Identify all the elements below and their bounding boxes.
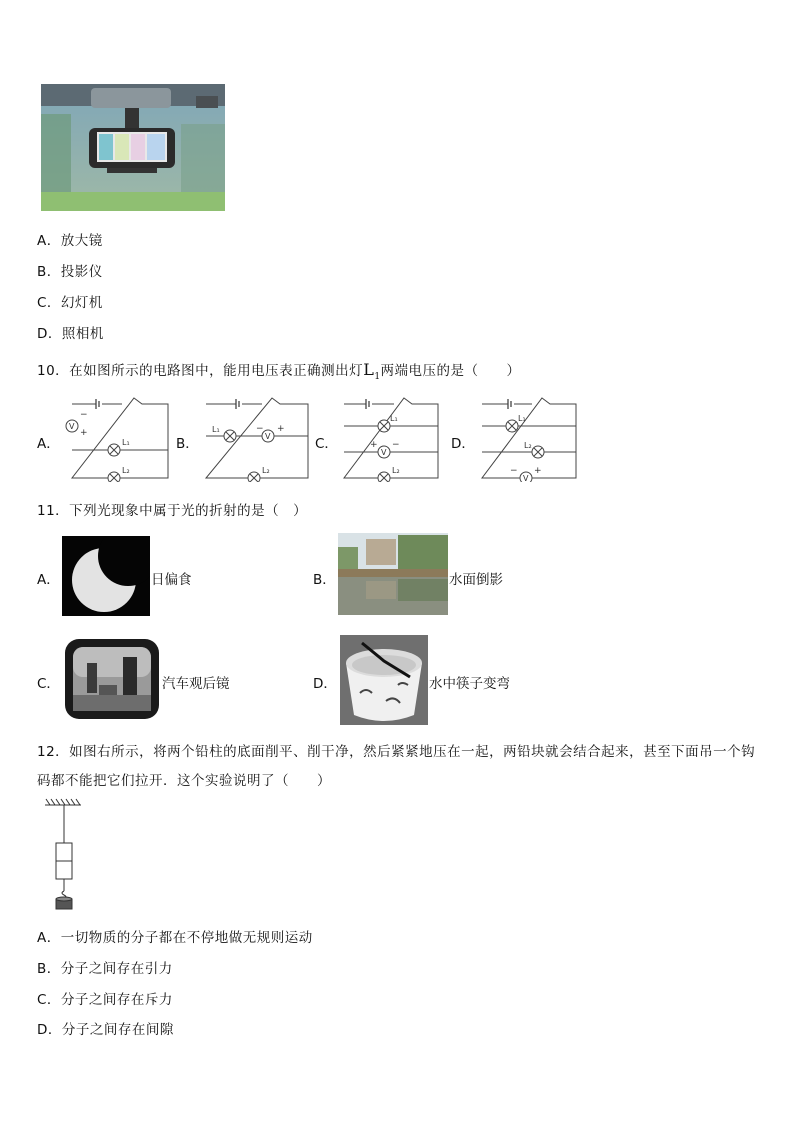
q12-stem-line1: 12．如图右所示，将两个铅柱的底面削平、削干净，然后紧紧地压在一起，两铅块就会结合起来，甚至下面吊一个钩 <box>37 744 756 760</box>
q10-choice-d-letter: D． <box>451 436 475 452</box>
q12-stem-line2: 码都不能把它们拉开．这个实验说明了（ ） <box>37 773 331 789</box>
q11-option-b-letter: B． <box>313 572 336 588</box>
q9-option-a: A．放大镜 <box>37 233 103 249</box>
svg-text:L₂: L₂ <box>122 466 130 475</box>
q11-option-d-caption: 水中筷子变弯 <box>429 676 510 692</box>
svg-text:L₁: L₁ <box>390 414 398 423</box>
svg-text:V: V <box>381 448 387 457</box>
svg-text:−: − <box>256 424 264 434</box>
svg-text:V: V <box>523 474 529 482</box>
svg-text:L₁: L₁ <box>212 425 220 434</box>
q9-option-b: B．投影仪 <box>37 264 103 280</box>
svg-text:L₂: L₂ <box>524 441 532 450</box>
dashcam-photo <box>41 84 225 211</box>
circuit-diagram-c <box>340 396 444 486</box>
q9-option-d: D．照相机 <box>37 326 104 342</box>
lead-cylinders-diagram <box>40 797 90 917</box>
q9-option-c: C．幻灯机 <box>37 295 103 311</box>
q11-option-c-caption: 汽车观后镜 <box>162 676 230 692</box>
solar-eclipse-photo <box>62 536 150 616</box>
q10-choice-c-letter: C． <box>315 436 338 452</box>
car-mirror-photo <box>63 637 161 721</box>
svg-text:L₂: L₂ <box>392 466 400 475</box>
water-reflection-photo <box>338 533 448 615</box>
q12-option-d: D．分子之间存在间隙 <box>37 1022 174 1038</box>
svg-text:+: + <box>534 466 542 476</box>
svg-text:L₂: L₂ <box>262 466 270 475</box>
svg-text:+: + <box>277 424 285 434</box>
q12-option-a: A．一切物质的分子都在不停地做无规则运动 <box>37 930 313 946</box>
svg-text:L₁: L₁ <box>518 414 526 423</box>
q12-option-c: C．分子之间存在斥力 <box>37 992 173 1008</box>
q11-option-d-letter: D． <box>313 676 337 692</box>
svg-text:−: − <box>510 466 518 476</box>
q10-choice-a-letter: A． <box>37 436 60 452</box>
q10-choice-b-letter: B． <box>176 436 199 452</box>
svg-text:V: V <box>69 422 75 431</box>
chopstick-in-water-photo <box>340 635 428 725</box>
svg-text:−: − <box>392 440 400 450</box>
svg-text:V: V <box>265 432 271 441</box>
svg-text:+: + <box>370 440 378 450</box>
q10-stem: 10．在如图所示的电路图中，能用电压表正确测出灯$L_1$两端电压的是（ ） <box>37 360 521 383</box>
lamp-l1-label: $L_1$ <box>363 360 381 383</box>
q11-option-b-caption: 水面倒影 <box>449 572 503 588</box>
q11-option-a-caption: 日偏食 <box>151 572 192 588</box>
svg-text:L₁: L₁ <box>122 438 130 447</box>
circuit-diagram-d <box>478 396 582 486</box>
q12-option-b: B．分子之间存在引力 <box>37 961 173 977</box>
svg-text:+: + <box>80 428 88 438</box>
svg-text:−: − <box>80 410 88 420</box>
q11-option-a-letter: A． <box>37 572 60 588</box>
circuit-diagram-b <box>200 396 312 486</box>
circuit-diagram-a <box>62 396 172 486</box>
q11-stem: 11．下列光现象中属于光的折射的是（ ） <box>37 503 308 519</box>
q11-option-c-letter: C． <box>37 676 60 692</box>
